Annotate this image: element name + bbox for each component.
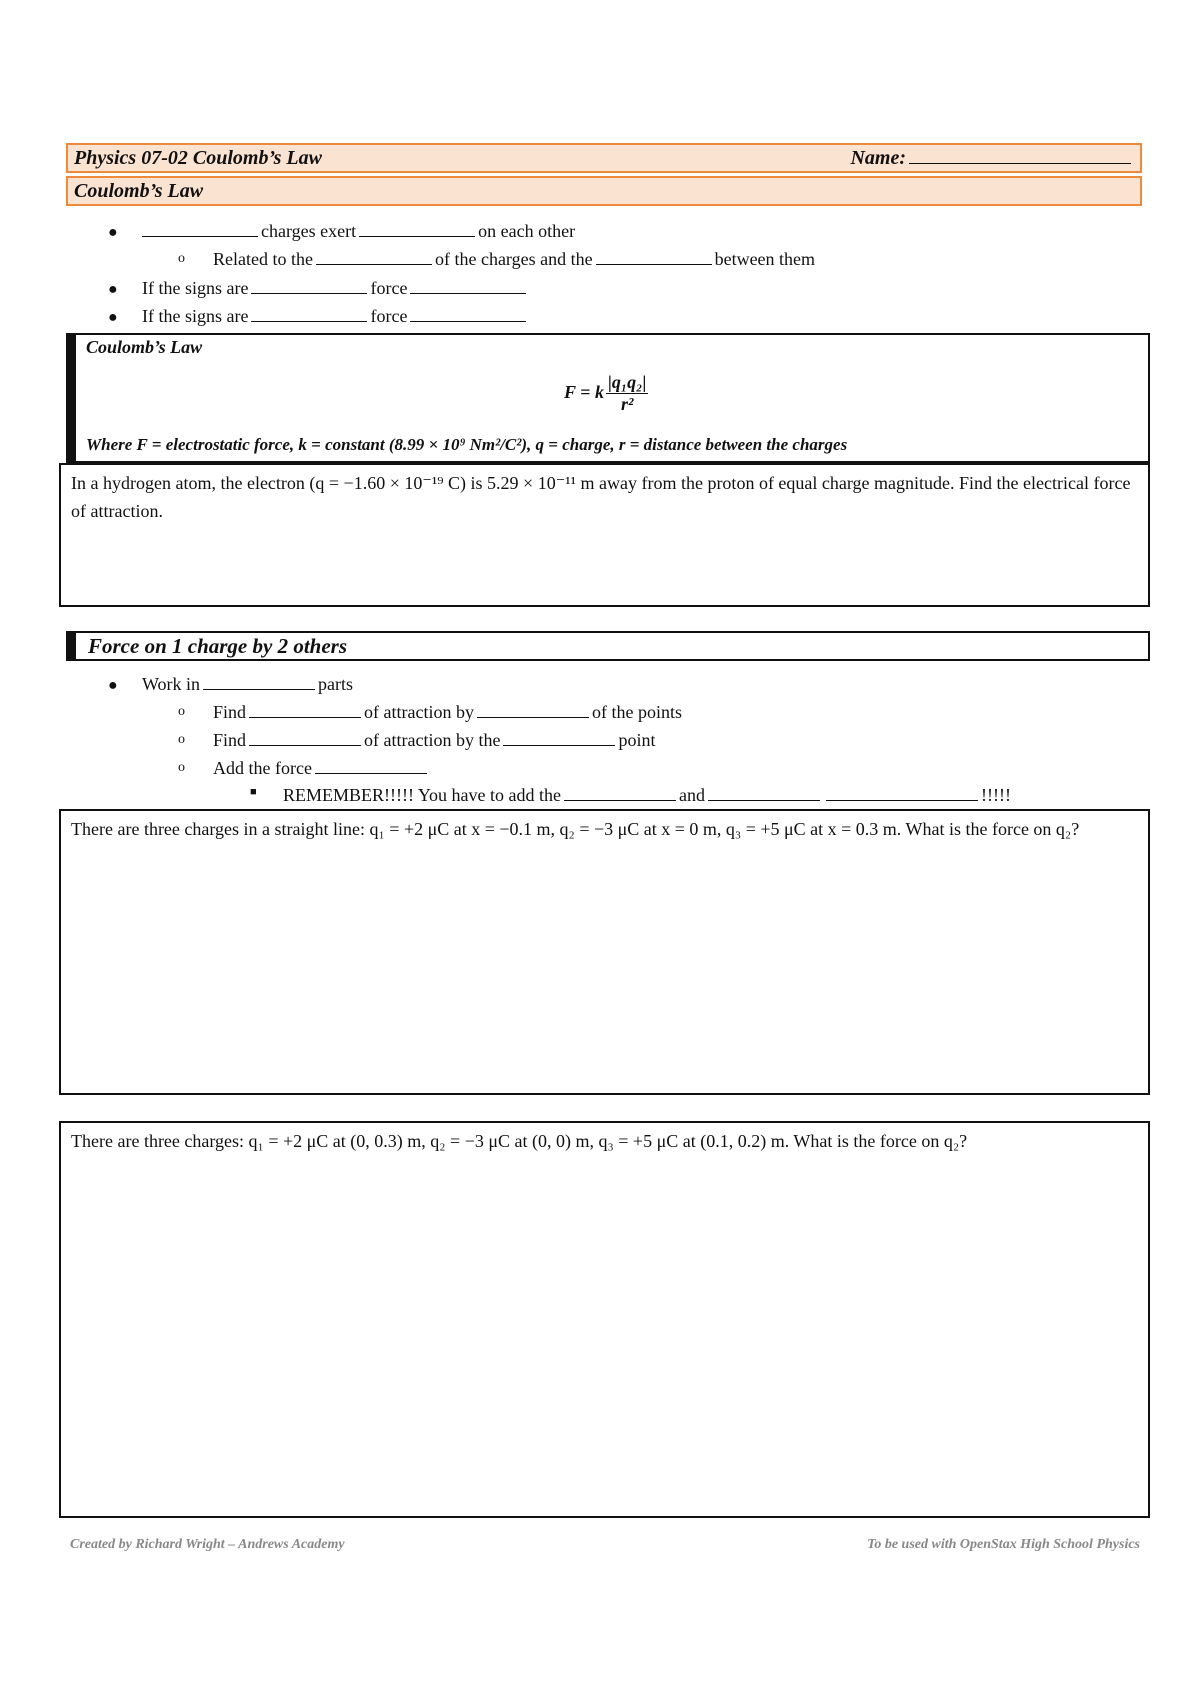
- formula-definitions: Where F = electrostatic force, k = constant (8.99 × 10⁹ Nm²/C²), q = charge, r = distance between the charges: [86, 435, 848, 454]
- section-header-coulombs-law: [66, 176, 1142, 206]
- answer-blank[interactable]: [251, 279, 367, 294]
- formula-fraction: [606, 371, 648, 414]
- list-item: [213, 700, 682, 724]
- note-text: on each other: [478, 221, 576, 241]
- note-text: charges exert: [261, 221, 357, 241]
- note-text: of attraction by: [364, 702, 474, 722]
- problem-3-box[interactable]: [59, 1121, 1150, 1518]
- answer-blank[interactable]: [359, 222, 475, 237]
- answer-blank[interactable]: [564, 786, 676, 801]
- box-title: Coulomb’s Law: [86, 337, 203, 357]
- list-item: [213, 756, 430, 780]
- note-text: of attraction by the: [364, 730, 501, 750]
- section-title: Force on 1 charge by 2 others: [88, 633, 347, 658]
- section-title: Coulomb’s Law: [74, 179, 204, 202]
- answer-blank[interactable]: [708, 786, 820, 801]
- list-item: [213, 728, 655, 752]
- footer-credit: Created by Richard Wright – Andrews Academy: [70, 1537, 345, 1552]
- list-item: [283, 783, 1011, 807]
- answer-blank[interactable]: [477, 703, 589, 718]
- note-text: If the signs are: [142, 306, 249, 326]
- problem-1-box[interactable]: [59, 463, 1150, 607]
- worksheet-title-bar: [66, 143, 1142, 173]
- note-text: and: [678, 785, 705, 805]
- list-item: [142, 219, 575, 243]
- answer-blank[interactable]: [249, 731, 361, 746]
- coulomb-formula: [564, 371, 648, 414]
- bullet-icon: ●: [108, 281, 118, 298]
- problem-3-text: There are three charges: q₁ = +2 μC at (0, 0.3) m, q₂ = −3 μC at (0, 0) m, q₃ = +5 μC at (0.1, 0.2) m. What is the force on q₂?: [71, 1131, 968, 1151]
- bullet-icon: ●: [108, 309, 118, 326]
- formula-numerator: |q₁q₂|: [607, 372, 647, 392]
- answer-blank[interactable]: [316, 250, 432, 265]
- note-text: Add the force: [213, 758, 312, 778]
- list-item: [213, 247, 815, 271]
- problem-2-text: There are three charges in a straight line: q₁ = +2 μC at x = −0.1 m, q₂ = −3 μC at x = 0 m, q₃ = +5 μC at x = 0.3 m. What is the force on q₂?: [71, 819, 1080, 839]
- note-text: Work in: [142, 674, 201, 694]
- note-text: force: [370, 306, 408, 326]
- section-header-force-on-charge: [66, 631, 1150, 661]
- answer-blank[interactable]: [503, 731, 615, 746]
- note-text: !!!!!: [980, 785, 1011, 805]
- footer-source: To be used with OpenStax High School Physics: [867, 1537, 1140, 1552]
- bullet-icon: ●: [108, 224, 118, 241]
- bullet-icon: ●: [108, 677, 118, 694]
- list-item: [142, 304, 529, 328]
- note-text: between them: [714, 249, 816, 269]
- note-text: Find: [213, 702, 247, 722]
- name-blank[interactable]: [909, 149, 1131, 164]
- coulombs-law-box: [66, 333, 1150, 463]
- name-label: Name:: [850, 146, 906, 169]
- square-bullet-icon: ■: [250, 786, 257, 798]
- circle-bullet-icon: o: [178, 251, 185, 266]
- problem-1-text: In a hydrogen atom, the electron (q = −1.60 × 10⁻¹⁹ C) is 5.29 × 10⁻¹¹ m away from the proton of equal charge magnitude. Find the electrical force of attraction.: [71, 473, 1131, 521]
- note-text: If the signs are: [142, 278, 249, 298]
- answer-blank[interactable]: [596, 250, 712, 265]
- note-text: of the charges and the: [434, 249, 593, 269]
- list-item: [142, 276, 529, 300]
- note-text: Find: [213, 730, 247, 750]
- note-text: REMEMBER!!!!! You have to add the: [283, 785, 561, 805]
- name-field: [850, 147, 1134, 170]
- worksheet-title: Physics 07-02 Coulomb’s Law: [74, 146, 322, 169]
- answer-blank[interactable]: [249, 703, 361, 718]
- circle-bullet-icon: o: [178, 760, 185, 775]
- circle-bullet-icon: o: [178, 704, 185, 719]
- formula-lhs: F = k: [564, 382, 604, 402]
- answer-blank[interactable]: [251, 307, 367, 322]
- note-text: parts: [318, 674, 354, 694]
- formula-denominator: r²: [620, 394, 634, 414]
- circle-bullet-icon: o: [178, 732, 185, 747]
- note-text: Related to the: [213, 249, 313, 269]
- answer-blank[interactable]: [315, 759, 427, 774]
- note-text: force: [370, 278, 408, 298]
- answer-blank[interactable]: [410, 307, 526, 322]
- note-text: of the points: [591, 702, 682, 722]
- list-item: [142, 672, 353, 696]
- problem-2-box[interactable]: [59, 809, 1150, 1095]
- answer-blank[interactable]: [142, 222, 258, 237]
- answer-blank[interactable]: [410, 279, 526, 294]
- answer-blank[interactable]: [826, 786, 978, 801]
- note-text: point: [618, 730, 656, 750]
- answer-blank[interactable]: [203, 675, 315, 690]
